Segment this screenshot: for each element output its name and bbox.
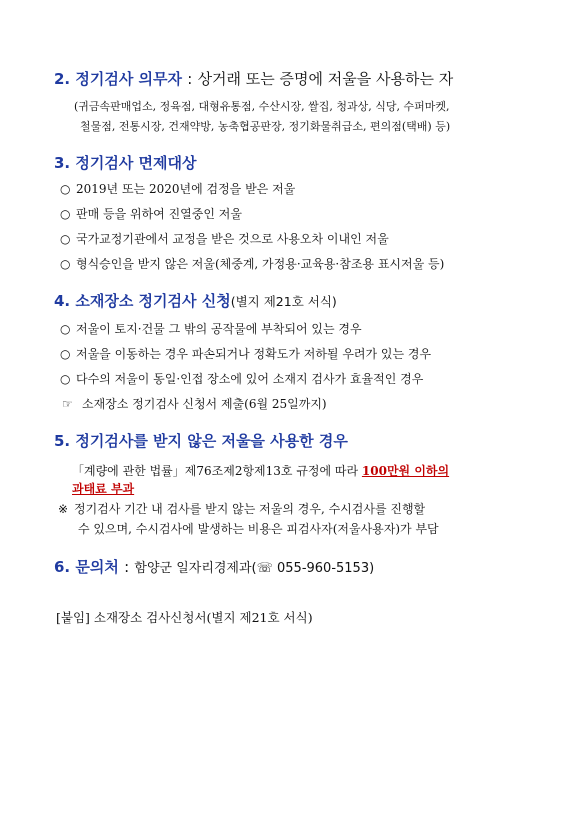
- section-3-item: [60, 180, 295, 197]
- section-4-item: [60, 370, 423, 387]
- section-5-note-text-1: 정기검사 기간 내 검사를 받지 않는 저울의 경우, 수시검사를 진행할: [74, 502, 426, 516]
- section-5-title: 정기검사를 받지 않은 저울을 사용한 경우: [75, 432, 348, 450]
- section-2-colon: :: [187, 70, 193, 88]
- section-3-heading: [54, 152, 197, 173]
- section-3-item-text: 2019년 또는 2020년에 검정을 받은 저울: [76, 182, 296, 196]
- section-5-note-line-1: [58, 500, 425, 517]
- section-6-number: 6.: [54, 558, 71, 576]
- bullet-circle-icon: ○: [60, 207, 71, 221]
- section-4-note: [62, 395, 327, 412]
- section-4-number: 4.: [54, 292, 71, 310]
- section-5-penalty-line-1: [72, 462, 449, 479]
- pointing-hand-icon: ☞: [62, 397, 73, 411]
- section-3-item-text: 국가교정기관에서 교정을 받은 것으로 사용오차 이내인 저울: [76, 232, 389, 246]
- section-3-item-text: 판매 등을 위하여 진열중인 저울: [76, 207, 242, 221]
- section-5-penalty-type: 과태료 부과: [72, 482, 135, 496]
- bullet-circle-icon: ○: [60, 182, 71, 196]
- section-6-heading: [54, 556, 374, 577]
- section-2-title: 정기검사 의무자: [75, 70, 183, 88]
- contact-info: 함양군 일자리경제과(☏ 055-960-5153): [134, 561, 375, 576]
- bullet-circle-icon: ○: [60, 257, 71, 271]
- section-4-heading: [54, 290, 337, 311]
- section-2-list-line-1: (귀금속판매업소, 정육점, 대형유통점, 수산시장, 쌀집, 청과상, 식당, 수퍼마켓,: [74, 100, 450, 113]
- section-4-item-text: 저울을 이동하는 경우 파손되거나 정확도가 저하될 우려가 있는 경우: [76, 347, 432, 361]
- section-4-item: [60, 320, 362, 337]
- section-6-colon: :: [124, 558, 130, 576]
- section-6-title: 문의처: [75, 558, 119, 576]
- section-3-item: [60, 230, 389, 247]
- bullet-circle-icon: ○: [60, 347, 71, 361]
- section-4-item: [60, 345, 431, 362]
- bullet-circle-icon: ○: [60, 372, 71, 386]
- section-5-penalty-amount: 100만원 이하의: [361, 464, 450, 478]
- section-4-item-text: 다수의 저울이 동일·인접 장소에 있어 소재지 검사가 효율적인 경우: [76, 372, 424, 386]
- section-2-list-line-2: 철물점, 전통시장, 건재약방, 농축협공판장, 정기화물취급소, 편의점(택배) 등): [80, 120, 451, 133]
- section-3-item: [60, 205, 242, 222]
- reference-mark-icon: ※: [58, 502, 69, 516]
- section-3-title: 정기검사 면제대상: [75, 154, 197, 172]
- section-5-heading: [54, 430, 348, 451]
- section-4-note-text: 소재장소 정기검사 신청서 제출(6월 25일까지): [82, 397, 327, 411]
- section-2-number: 2.: [54, 70, 71, 88]
- section-5-penalty-line-2: [72, 480, 134, 497]
- section-3-number: 3.: [54, 154, 71, 172]
- section-4-title: 소재장소 정기검사 신청: [75, 292, 231, 310]
- section-5-law-text: 「계량에 관한 법률」제76조제2항제13호 규정에 따라: [72, 464, 362, 478]
- section-4-form-reference: (별지 제21호 서식): [230, 294, 337, 309]
- bullet-circle-icon: ○: [60, 232, 71, 246]
- section-5-number: 5.: [54, 432, 71, 450]
- section-3-item: [60, 255, 444, 272]
- section-2-description: 상거래 또는 증명에 저울을 사용하는 자: [197, 70, 454, 88]
- section-5-note-line-2: 수 있으며, 수시검사에 발생하는 비용은 피검사자(저울사용자)가 부담: [78, 522, 439, 536]
- section-3-item-text: 형식승인을 받지 않은 저울(체중계, 가정용·교육용·참조용 표시저울 등): [76, 257, 445, 271]
- section-4-item-text: 저울이 토지·건물 그 밖의 공작물에 부착되어 있는 경우: [76, 322, 362, 336]
- attachment-note: [붙임] 소재장소 검사신청서(별지 제21호 서식): [56, 610, 313, 625]
- bullet-circle-icon: ○: [60, 322, 71, 336]
- section-2-heading: [54, 68, 453, 89]
